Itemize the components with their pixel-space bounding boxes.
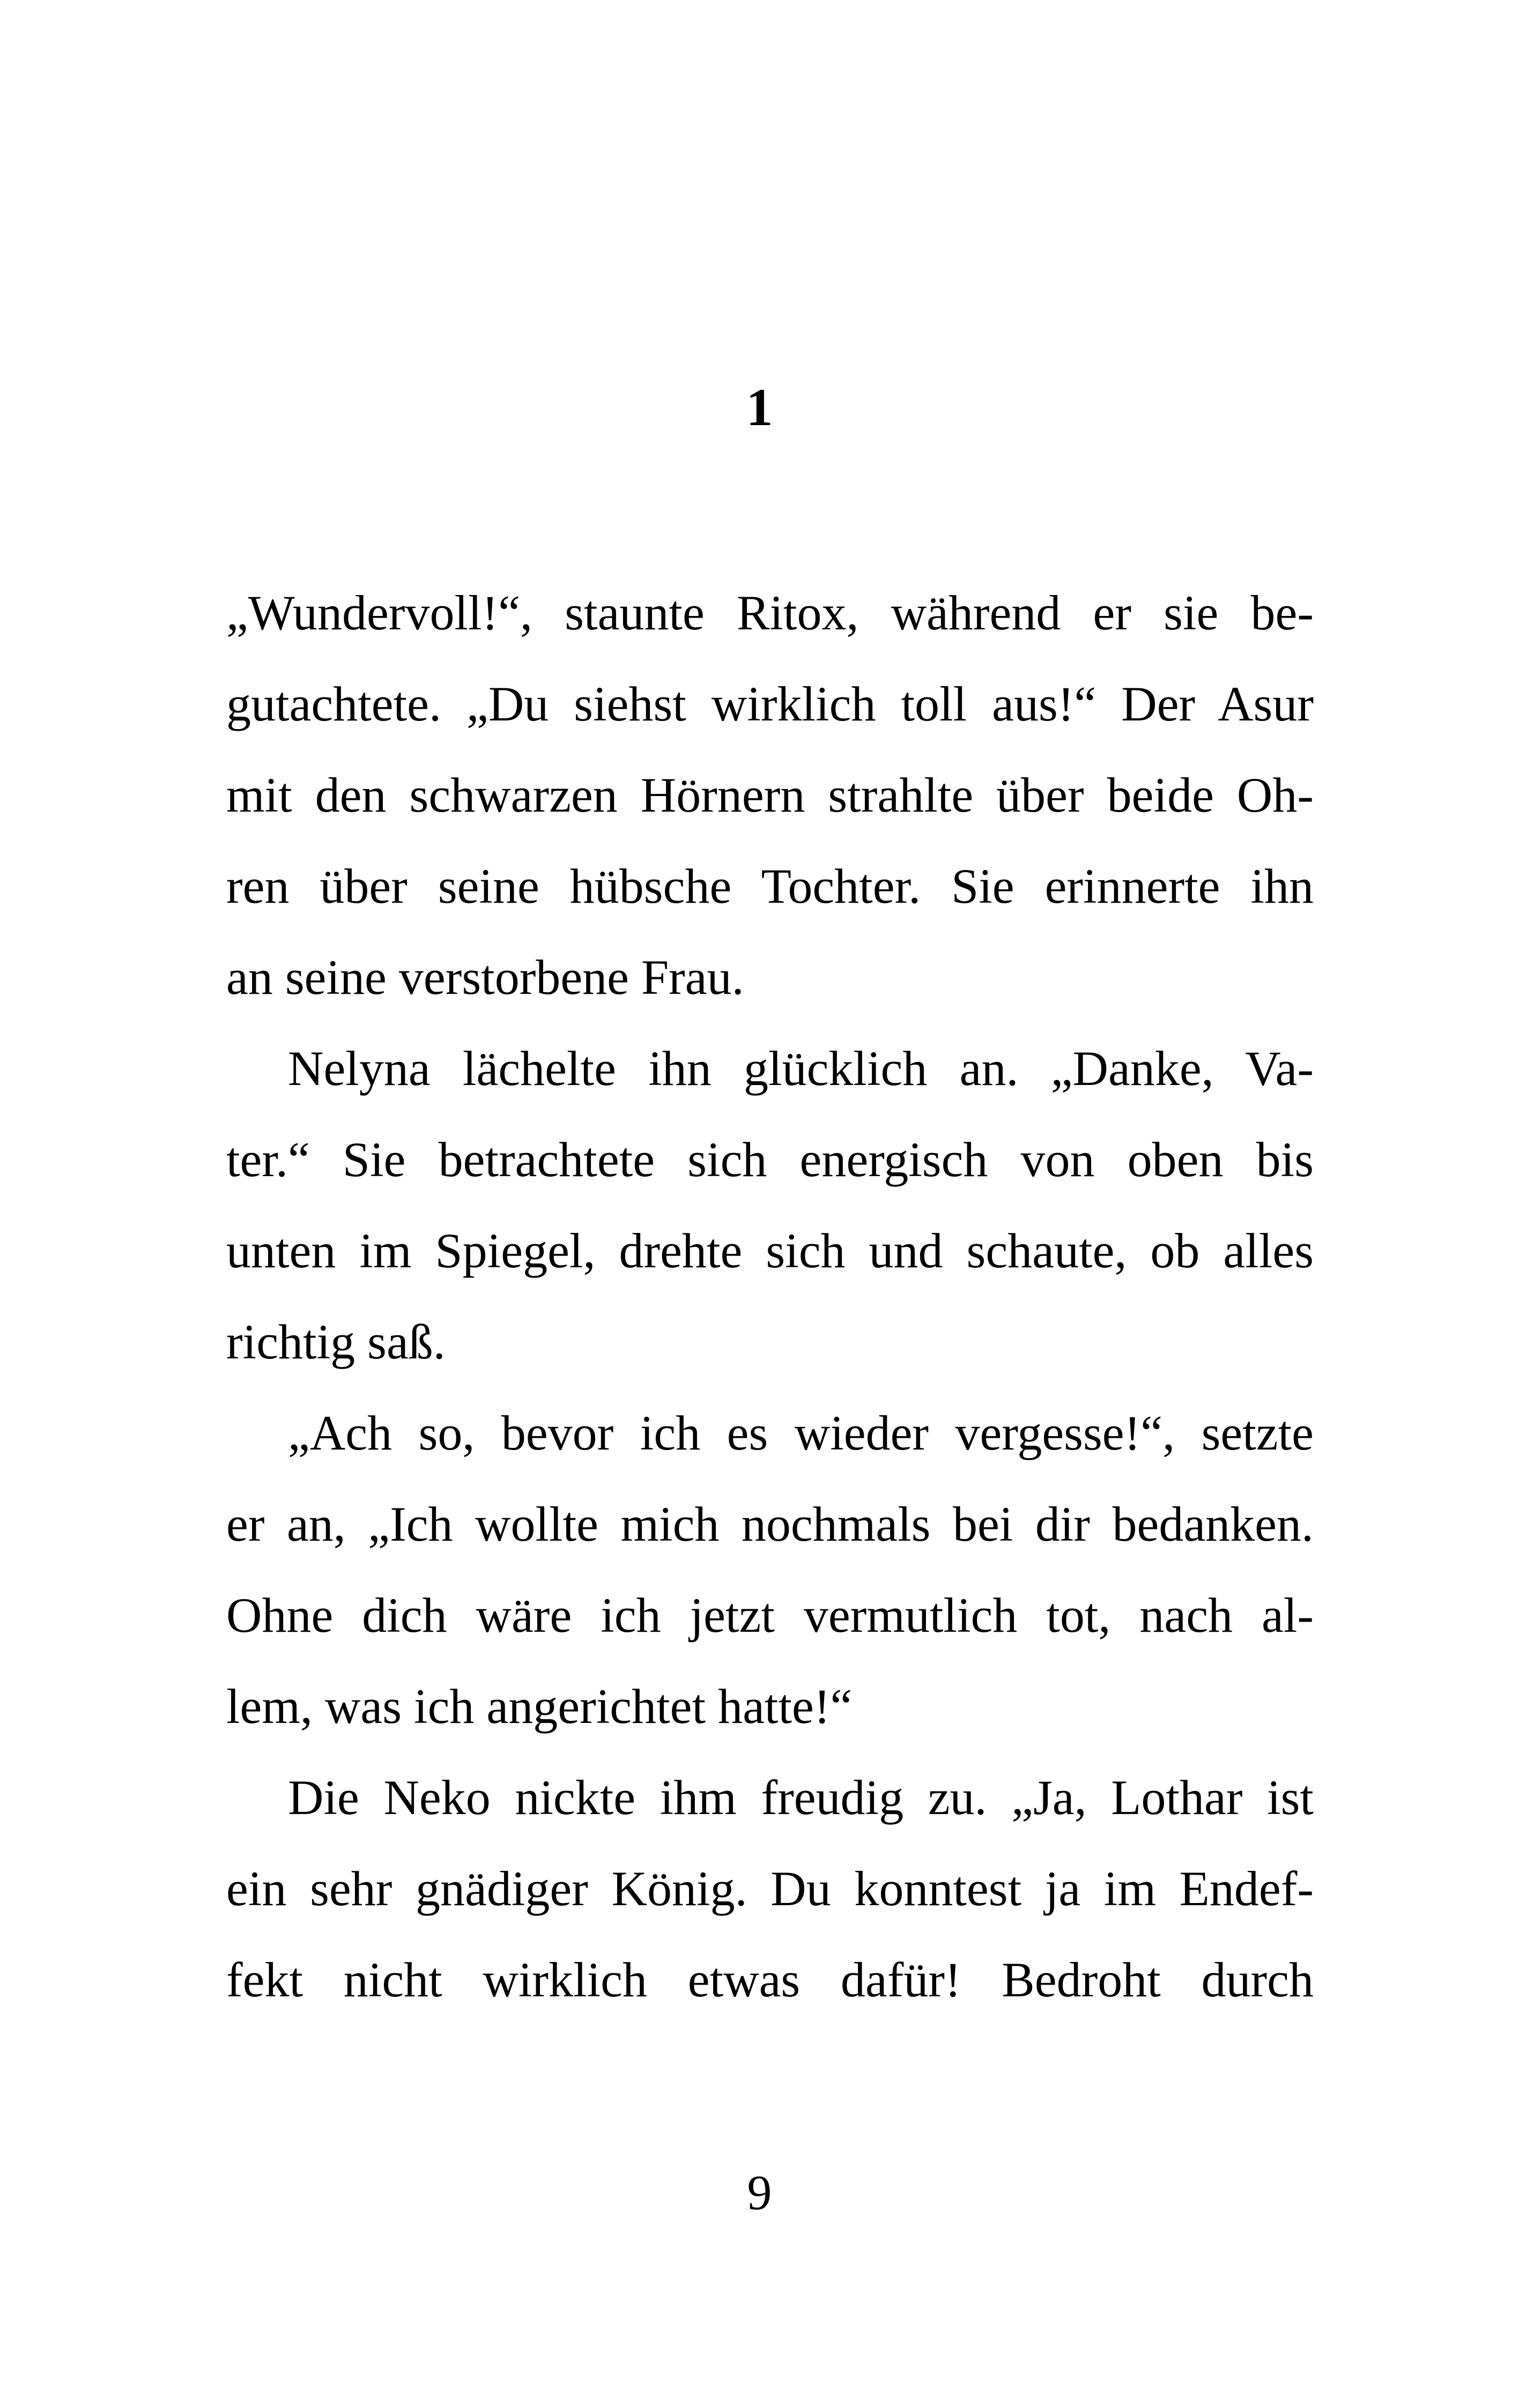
text-line: „Wundervoll!“, staunte Ritox, während er sie be- [226,585,1314,640]
text-line: fekt nicht wirklich etwas dafür! Bedroht durch [226,1952,1314,2007]
text-line: unten im Spiegel, drehte sich und schaute, ob alles [226,1223,1314,1278]
text-line: Nelyna lächelte ihn glücklich an. „Danke, Va- [288,1041,1314,1096]
body-text [226,567,1314,2025]
text-line: „Ach so, bevor ich es wieder vergesse!“, setzte [288,1406,1314,1460]
page-number: 9 [747,2165,772,2220]
text-line: richtig saß. [226,1314,446,1369]
text-line: ren über seine hübsche Tochter. Sie erinnerte ihn [226,859,1314,913]
text-line: ter.“ Sie betrachtete sich energisch von oben bis [226,1132,1314,1187]
text-line: Die Neko nickte ihm freudig zu. „Ja, Lothar ist [288,1770,1314,1825]
text-line: gutachtete. „Du siehst wirklich toll aus!“ Der Asur [226,677,1314,731]
text-line: mit den schwarzen Hörnern strahlte über beide Oh- [226,768,1314,822]
text-line: an seine verstorbene Frau. [226,950,744,1005]
chapter-number: 1 [746,377,773,437]
text-line: er an, „Ich wollte mich nochmals bei dir bedanken. [226,1497,1314,1551]
text-line: ein sehr gnädiger König. Du konntest ja im Endef- [226,1861,1314,1916]
text-line: Ohne dich wäre ich jetzt vermutlich tot, nach al- [226,1588,1314,1643]
text-line: lem, was ich angerichtet hatte!“ [226,1679,853,1734]
